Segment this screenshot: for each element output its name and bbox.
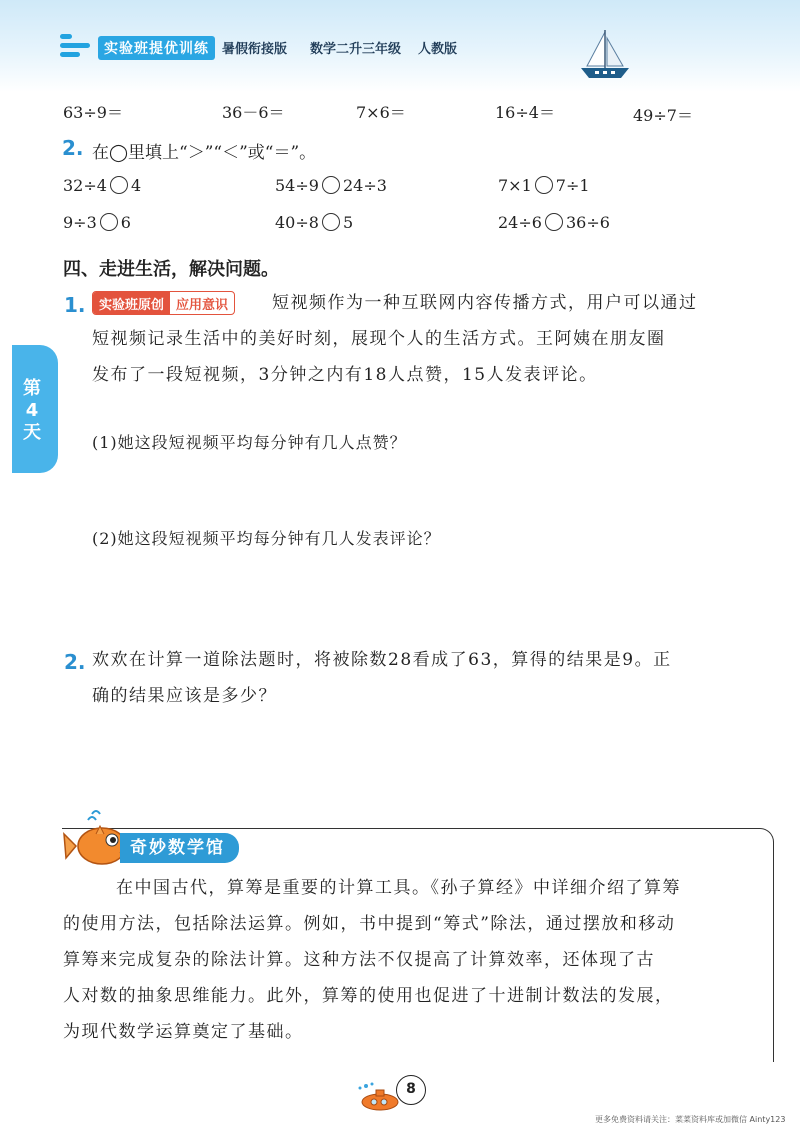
problem-text-line: 短视频记录生活中的美好时刻，展现个人的生活方式。王阿姨在朋友圈: [92, 329, 666, 349]
fun-math-title: 奇妙数学馆: [120, 833, 239, 863]
header-edition: 暑假衔接版: [222, 42, 288, 57]
question-prompt: 在◯里填上“＞”“＜”或“＝”。: [92, 143, 317, 163]
compare-item: 32÷4 4: [63, 176, 142, 195]
calc-item-5: 49÷7＝: [633, 106, 693, 125]
submarine-icon: [356, 1082, 400, 1112]
compare-item: 54÷9 24÷3: [275, 176, 387, 195]
compare-item: 7×1 7÷1: [498, 176, 590, 195]
question-number: 2.: [62, 136, 84, 160]
badge-original: 实验班原创: [93, 292, 170, 314]
calc-item-1: 63÷9＝: [63, 103, 123, 122]
problem-text-line: 短视频作为一种互联网内容传播方式，用户可以通过: [272, 293, 698, 313]
footer-note: 更多免费资料请关注：菜菜资料库或加微信 Ainty123: [595, 1115, 786, 1124]
fun-text-line: 为现代数学运算奠定了基础。: [63, 1022, 304, 1042]
answer-circle[interactable]: [545, 213, 563, 231]
sub-question: (2)她这段短视频平均每分钟有几人发表评论？: [92, 529, 441, 548]
header-brand: 实验班提优训练: [98, 36, 215, 60]
problem-badge: [92, 291, 235, 315]
brand-logo-icon: [60, 34, 90, 58]
problem-text-line: 欢欢在计算一道除法题时，将被除数28看成了63，算得的结果是9。正: [92, 650, 672, 670]
problem-number: 1.: [64, 293, 86, 317]
answer-circle[interactable]: [322, 213, 340, 231]
answer-circle[interactable]: [535, 176, 553, 194]
fun-text-line: 算筹来完成复杂的除法计算。这种方法不仅提高了计算效率，还体现了古: [63, 950, 655, 970]
calc-item-2: 36－6＝: [222, 103, 285, 122]
calc-item-3: 7×6＝: [356, 103, 406, 122]
compare-item: 24÷6 36÷6: [498, 213, 610, 232]
fun-text-line: 人对数的抽象思维能力。此外，算筹的使用也促进了十进制计数法的发展，: [63, 986, 674, 1006]
problem-text-line: 确的结果应该是多少？: [92, 686, 277, 706]
fun-text-line: 在中国古代，算筹是重要的计算工具。《孙子算经》中详细介绍了算筹: [116, 878, 681, 898]
problem-text-line: 发布了一段短视频，3分钟之内有18人点赞，15人发表评论。: [92, 365, 598, 385]
sailboat-icon: [575, 28, 635, 84]
day-tab-label: 第 4 天: [23, 378, 41, 443]
answer-circle[interactable]: [110, 176, 128, 194]
compare-item: 9÷3 6: [63, 213, 131, 232]
fun-text-line: 的使用方法，包括除法运算。例如，书中提到“筹式”除法，通过摆放和移动: [63, 914, 676, 934]
answer-circle[interactable]: [100, 213, 118, 231]
section-title: 四、走进生活，解决问题。: [63, 259, 279, 280]
sub-question: (1)她这段短视频平均每分钟有几人点赞？: [92, 433, 407, 452]
page-number: 8: [396, 1075, 426, 1105]
problem-number: 2.: [64, 650, 86, 674]
badge-skill: 应用意识: [176, 297, 229, 313]
header-grade: 数学二升三年级: [310, 42, 402, 57]
header-publisher: 人教版: [418, 42, 458, 57]
compare-item: 40÷8 5: [275, 213, 354, 232]
calc-item-4: 16÷4＝: [495, 103, 555, 122]
answer-circle[interactable]: [322, 176, 340, 194]
